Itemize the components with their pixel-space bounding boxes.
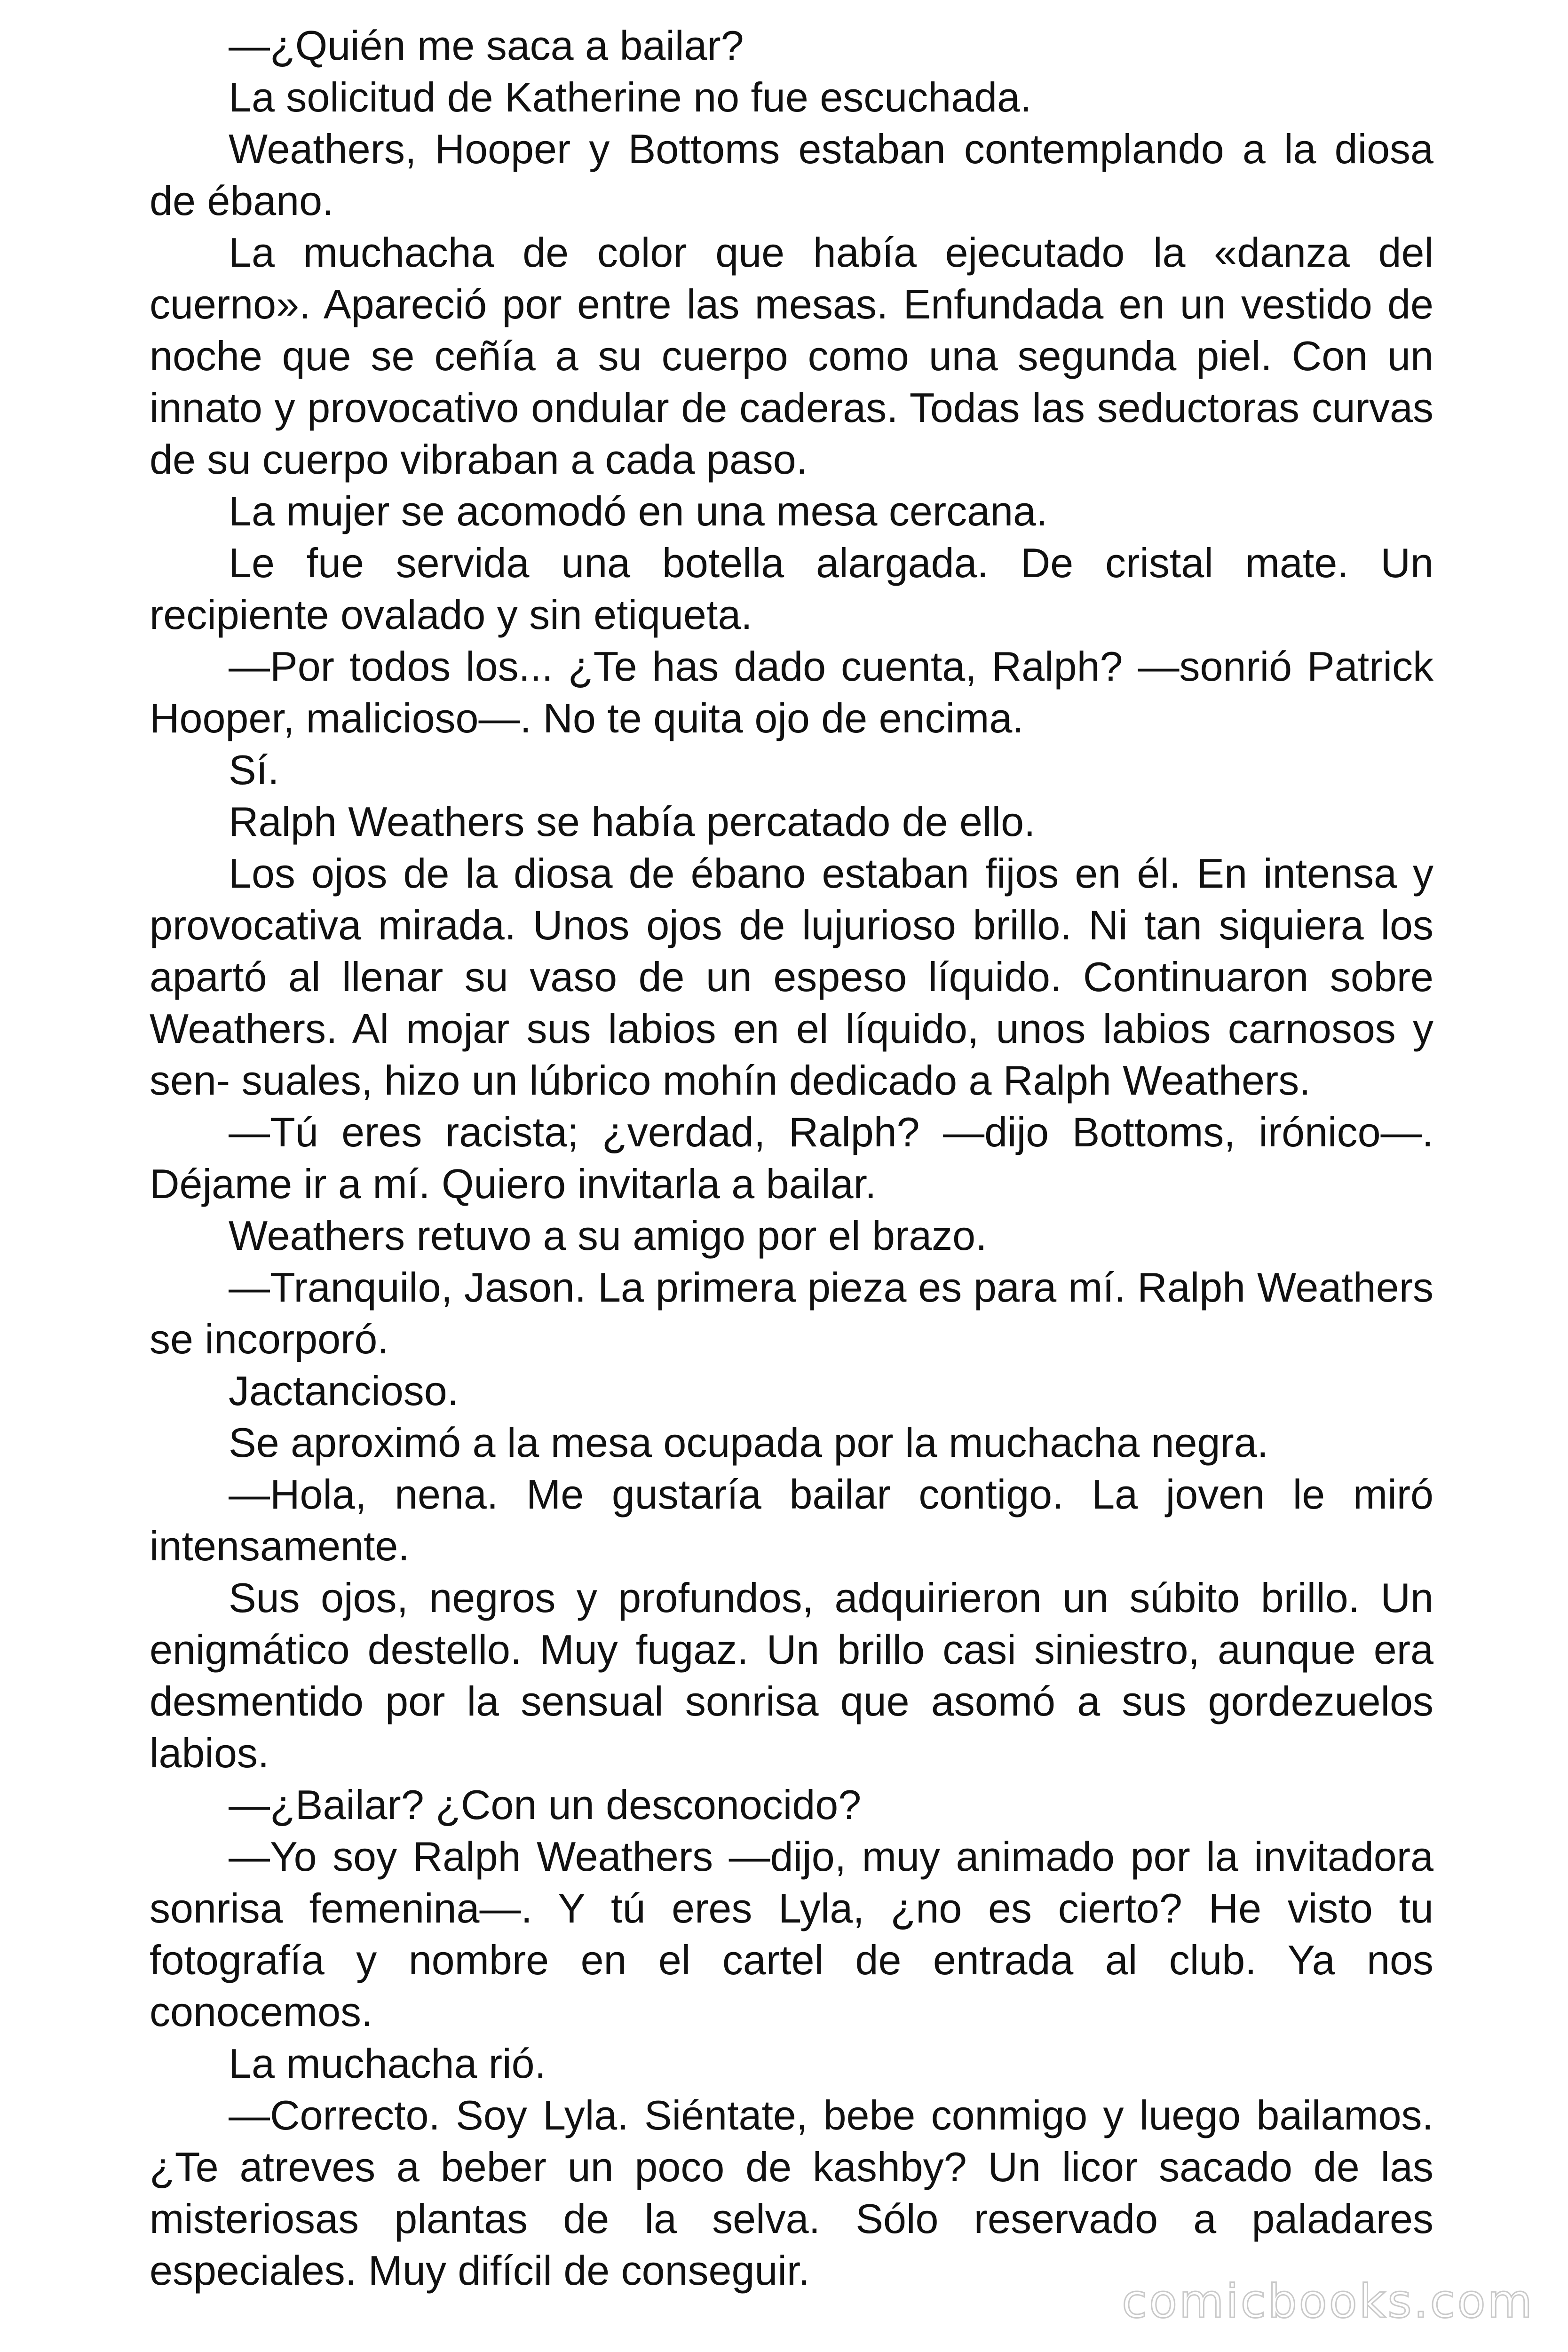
paragraph: Ralph Weathers se había percatado de ello. [229, 798, 1036, 845]
paragraph: Los ojos de la diosa de ébano estaban fijos en él. En intensa y provocativa mirada. Unos ojos de lujurioso brillo. Ni tan siquiera los apartó al llenar su vaso de un espeso líquido. Continuaron sobre Weathers. Al mojar sus labios en el líquido, unos labios carnosos y sen- suales, hizo un lúbrico mohín dedicado a Ralph Weathers. [150, 850, 1433, 1104]
paragraph: Le fue servida una botella alargada. De cristal mate. Un recipiente ovalado y sin etiqueta. [150, 540, 1433, 638]
paragraph: —Yo soy Ralph Weathers —dijo, muy animado por la invitadora sonrisa femenina—. Y tú eres Lyla, ¿no es cierto? He visto tu fotografía y nombre en el cartel de entrada al club. Ya nos conocemos. [150, 1833, 1433, 2035]
paragraph: —¿Quién me saca a bailar? [229, 22, 744, 69]
paragraph: La muchacha rió. [229, 2040, 546, 2087]
paragraph: Jactancioso. [229, 1367, 459, 1414]
paragraph: —¿Bailar? ¿Con un desconocido? [229, 1781, 862, 1828]
page-text [150, 20, 1433, 2296]
paragraph: Weathers retuvo a su amigo por el brazo. [229, 1212, 987, 1259]
paragraph: Sí. [229, 747, 279, 793]
paragraph: —Correcto. Soy Lyla. Siéntate, bebe conmigo y luego bailamos. ¿Te atreves a beber un poco de kashby? Un licor sacado de las misteriosas plantas de la selva. Sólo reservado a paladares especiales. Muy difícil de conseguir. [150, 2092, 1433, 2294]
paragraph: —Tú eres racista; ¿verdad, Ralph? —dijo Bottoms, irónico—. Déjame ir a mí. Quiero invitarla a bailar. [150, 1109, 1433, 1207]
paragraph: La solicitud de Katherine no fue escuchada. [229, 74, 1032, 120]
paragraph: Sus ojos, negros y profundos, adquirieron un súbito brillo. Un enigmático destello. Muy fugaz. Un brillo casi siniestro, aunque era desmentido por la sensual sonrisa que asomó a sus gordezuelos labios. [150, 1574, 1433, 1776]
paragraph: La mujer se acomodó en una mesa cercana. [229, 488, 1048, 534]
paragraph: La muchacha de color que había ejecutado la «danza del cuerno». Apareció por entre las mesas. Enfundada en un vestido de noche que se ceñía a su cuerpo como una segunda piel. Con un innato y provocativo ondular de caderas. Todas las seductoras curvas de su cuerpo vibraban a cada paso. [150, 229, 1433, 483]
paragraph: —Tranquilo, Jason. La primera pieza es para mí. Ralph Weathers se incorporó. [150, 1264, 1433, 1362]
paragraph: Se aproximó a la mesa ocupada por la muchacha negra. [229, 1419, 1269, 1466]
watermark: comicbooks.com [1122, 2275, 1534, 2328]
paragraph: —Por todos los... ¿Te has dado cuenta, Ralph? —sonrió Patrick Hooper, malicioso—. No te quita ojo de encima. [150, 643, 1433, 741]
paragraph: —Hola, nena. Me gustaría bailar contigo. La joven le miró intensamente. [150, 1471, 1433, 1569]
paragraph: Weathers, Hooper y Bottoms estaban contemplando a la diosa de ébano. [150, 126, 1433, 224]
